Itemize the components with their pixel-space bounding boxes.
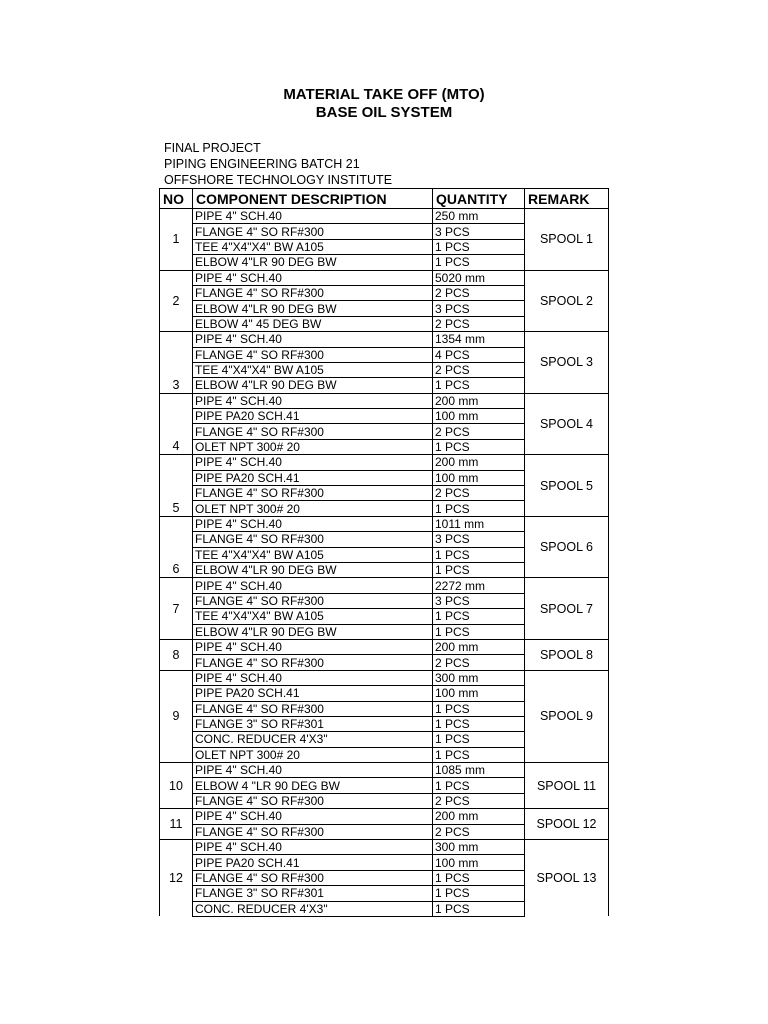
header-no: NO <box>160 189 193 209</box>
component-quantity: 2 PCS <box>433 793 525 808</box>
group-remark: SPOOL 4 <box>525 393 609 455</box>
component-description: PIPE PA20 SCH.41 <box>193 470 433 485</box>
component-quantity: 300 mm <box>433 670 525 685</box>
component-description: TEE 4"X4"X4" BW A105 <box>193 362 433 377</box>
header-quantity: QUANTITY <box>433 189 525 209</box>
component-quantity: 2 PCS <box>433 316 525 331</box>
component-description: TEE 4"X4"X4" BW A105 <box>193 547 433 562</box>
component-quantity: 1085 mm <box>433 763 525 778</box>
component-description: PIPE 4" SCH.40 <box>193 270 433 285</box>
component-description: TEE 4"X4"X4" BW A105 <box>193 609 433 624</box>
component-description: PIPE 4" SCH.40 <box>193 393 433 408</box>
component-description: PIPE PA20 SCH.41 <box>193 855 433 870</box>
group-number: 6 <box>160 516 193 578</box>
group-number: 3 <box>160 332 193 394</box>
table-row <box>160 270 609 285</box>
component-description: PIPE 4" SCH.40 <box>193 639 433 654</box>
component-quantity: 1 PCS <box>433 747 525 762</box>
table-row <box>160 763 609 778</box>
component-quantity: 2272 mm <box>433 578 525 593</box>
component-quantity: 2 PCS <box>433 655 525 670</box>
component-quantity: 1 PCS <box>433 732 525 747</box>
component-quantity: 1 PCS <box>433 870 525 885</box>
component-description: OLET NPT 300# 20 <box>193 439 433 454</box>
component-description: FLANGE 4" SO RF#300 <box>193 870 433 885</box>
group-remark: SPOOL 3 <box>525 332 609 394</box>
component-quantity: 100 mm <box>433 409 525 424</box>
component-quantity: 1 PCS <box>433 439 525 454</box>
component-quantity: 1 PCS <box>433 562 525 577</box>
group-number: 5 <box>160 455 193 517</box>
table-row <box>160 516 609 531</box>
component-description: ELBOW 4"LR 90 DEG BW <box>193 301 433 316</box>
group-number: 2 <box>160 270 193 332</box>
component-quantity: 200 mm <box>433 809 525 824</box>
group-number: 9 <box>160 670 193 762</box>
component-description: PIPE 4" SCH.40 <box>193 670 433 685</box>
component-description: PIPE PA20 SCH.41 <box>193 686 433 701</box>
component-quantity: 200 mm <box>433 639 525 654</box>
table-row <box>160 809 609 824</box>
document-title: MATERIAL TAKE OFF (MTO) <box>283 86 485 103</box>
group-remark: SPOOL 11 <box>525 763 609 809</box>
component-quantity: 200 mm <box>433 393 525 408</box>
group-number: 7 <box>160 578 193 640</box>
component-description: PIPE 4" SCH.40 <box>193 809 433 824</box>
info-line-institute: OFFSHORE TECHNOLOGY INSTITUTE <box>164 173 393 187</box>
component-description: FLANGE 4" SO RF#300 <box>193 655 433 670</box>
component-description: FLANGE 4" SO RF#300 <box>193 701 433 716</box>
group-remark: SPOOL 2 <box>525 270 609 332</box>
mto-table <box>159 188 609 917</box>
component-description: FLANGE 4" SO RF#300 <box>193 793 433 808</box>
component-description: TEE 4"X4"X4" BW A105 <box>193 239 433 254</box>
component-description: PIPE 4" SCH.40 <box>193 455 433 470</box>
table-row <box>160 393 609 408</box>
component-description: FLANGE 3" SO RF#301 <box>193 886 433 901</box>
component-quantity: 2 PCS <box>433 362 525 377</box>
component-description: CONC. REDUCER 4'X3" <box>193 901 433 916</box>
group-remark: SPOOL 1 <box>525 209 609 271</box>
component-quantity: 1 PCS <box>433 886 525 901</box>
info-line-project: FINAL PROJECT <box>164 141 261 155</box>
component-description: ELBOW 4"LR 90 DEG BW <box>193 624 433 639</box>
component-quantity: 2 PCS <box>433 824 525 839</box>
component-quantity: 3 PCS <box>433 301 525 316</box>
table-row <box>160 455 609 470</box>
group-number: 4 <box>160 393 193 455</box>
component-description: PIPE 4" SCH.40 <box>193 578 433 593</box>
component-quantity: 2 PCS <box>433 424 525 439</box>
group-remark: SPOOL 9 <box>525 670 609 762</box>
table-row <box>160 332 609 347</box>
component-description: ELBOW 4 "LR 90 DEG BW <box>193 778 433 793</box>
header-description: COMPONENT DESCRIPTION <box>193 189 433 209</box>
component-description: PIPE 4" SCH.40 <box>193 332 433 347</box>
document-subtitle: BASE OIL SYSTEM <box>315 104 453 121</box>
component-description: PIPE 4" SCH.40 <box>193 763 433 778</box>
component-quantity: 300 mm <box>433 840 525 855</box>
component-description: OLET NPT 300# 20 <box>193 501 433 516</box>
component-description: PIPE PA20 SCH.41 <box>193 409 433 424</box>
group-number: 11 <box>160 809 193 840</box>
component-quantity: 1354 mm <box>433 332 525 347</box>
component-description: PIPE 4" SCH.40 <box>193 209 433 224</box>
header-remark: REMARK <box>525 189 609 209</box>
component-description: FLANGE 4" SO RF#300 <box>193 532 433 547</box>
component-quantity: 1011 mm <box>433 516 525 531</box>
group-remark: SPOOL 6 <box>525 516 609 578</box>
component-description: FLANGE 4" SO RF#300 <box>193 424 433 439</box>
group-number: 8 <box>160 639 193 670</box>
group-number: 1 <box>160 209 193 271</box>
component-description: OLET NPT 300# 20 <box>193 747 433 762</box>
table-body <box>160 209 609 917</box>
table-row <box>160 840 609 855</box>
component-description: FLANGE 4" SO RF#300 <box>193 347 433 362</box>
component-description: FLANGE 4" SO RF#300 <box>193 486 433 501</box>
component-description: ELBOW 4"LR 90 DEG BW <box>193 562 433 577</box>
group-number: 12 <box>160 840 193 917</box>
component-quantity: 200 mm <box>433 455 525 470</box>
component-quantity: 250 mm <box>433 209 525 224</box>
component-description: ELBOW 4" 45 DEG BW <box>193 316 433 331</box>
component-quantity: 4 PCS <box>433 347 525 362</box>
component-quantity: 100 mm <box>433 855 525 870</box>
component-description: FLANGE 4" SO RF#300 <box>193 593 433 608</box>
table-header-row <box>160 189 609 209</box>
component-description: PIPE 4" SCH.40 <box>193 516 433 531</box>
component-quantity: 1 PCS <box>433 239 525 254</box>
table-row <box>160 639 609 654</box>
component-description: FLANGE 4" SO RF#300 <box>193 224 433 239</box>
component-quantity: 1 PCS <box>433 701 525 716</box>
group-remark: SPOOL 8 <box>525 639 609 670</box>
component-description: CONC. REDUCER 4'X3" <box>193 732 433 747</box>
component-description: FLANGE 3" SO RF#301 <box>193 716 433 731</box>
group-remark: SPOOL 7 <box>525 578 609 640</box>
component-quantity: 2 PCS <box>433 486 525 501</box>
component-quantity: 1 PCS <box>433 778 525 793</box>
table-row <box>160 578 609 593</box>
component-quantity: 1 PCS <box>433 547 525 562</box>
component-quantity: 3 PCS <box>433 532 525 547</box>
component-quantity: 1 PCS <box>433 716 525 731</box>
component-description: FLANGE 4" SO RF#300 <box>193 285 433 300</box>
table-row <box>160 209 609 224</box>
component-quantity: 100 mm <box>433 470 525 485</box>
component-quantity: 5020 mm <box>433 270 525 285</box>
group-number: 10 <box>160 763 193 809</box>
component-quantity: 1 PCS <box>433 501 525 516</box>
component-quantity: 100 mm <box>433 686 525 701</box>
info-line-batch: PIPING ENGINEERING BATCH 21 <box>164 157 360 171</box>
group-remark: SPOOL 12 <box>525 809 609 840</box>
component-quantity: 3 PCS <box>433 224 525 239</box>
component-quantity: 1 PCS <box>433 624 525 639</box>
component-quantity: 1 PCS <box>433 255 525 270</box>
component-description: FLANGE 4" SO RF#300 <box>193 824 433 839</box>
component-quantity: 1 PCS <box>433 609 525 624</box>
component-description: PIPE 4" SCH.40 <box>193 840 433 855</box>
component-description: ELBOW 4"LR 90 DEG BW <box>193 255 433 270</box>
component-quantity: 2 PCS <box>433 285 525 300</box>
table-row <box>160 670 609 685</box>
group-remark: SPOOL 13 <box>525 840 609 917</box>
component-quantity: 3 PCS <box>433 593 525 608</box>
component-description: ELBOW 4"LR 90 DEG BW <box>193 378 433 393</box>
component-quantity: 1 PCS <box>433 378 525 393</box>
component-quantity: 1 PCS <box>433 901 525 916</box>
group-remark: SPOOL 5 <box>525 455 609 517</box>
